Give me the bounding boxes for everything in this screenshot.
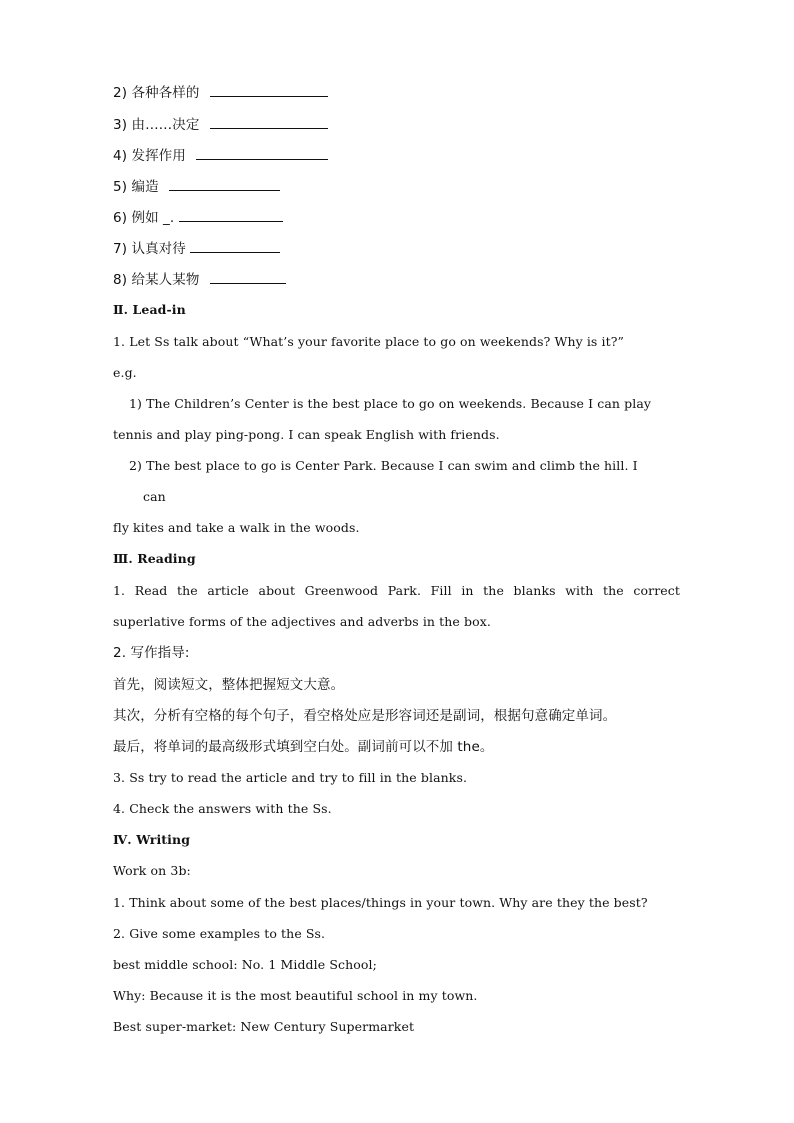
vocab-item — [113, 177, 280, 195]
vocab-item — [113, 115, 328, 133]
reading-step-3: 最后，将单词的最高级形式填到空白处。副词前可以不加 the。 — [113, 739, 494, 755]
writing-item-2: 2. Give some examples to the Ss. — [113, 926, 326, 941]
vocab-text: 由……决定 — [131, 117, 200, 133]
example-label: e.g. — [113, 365, 137, 380]
vocab-text: 编造 — [131, 179, 159, 195]
example-2-line-3: fly kites and take a walk in the woods. — [113, 520, 360, 535]
vocab-text: 发挥作用 — [131, 148, 186, 164]
example-1-line-1: 1) The Children’s Center is the best place to go on weekends. Because I can play — [129, 396, 652, 411]
vocab-item — [113, 239, 280, 257]
writing-item-1: 1. Think about some of the best places/things in your town. Why are they the best? — [113, 895, 648, 910]
reading-step-1: 首先，阅读短文，整体把握短文大意。 — [113, 677, 345, 693]
reading-item-1-line-2: superlative forms of the adjectives and adverbs in the box. — [113, 614, 491, 629]
writing-example-3: Best super-market: New Century Supermarket — [113, 1019, 415, 1034]
example-1-line-2: tennis and play ping-pong. I can speak English with friends. — [113, 427, 500, 442]
reading-step-2: 其次，分析有空格的每个句子，看空格处应是形容词还是副词，根据句意确定单词。 — [113, 708, 617, 724]
answer-blank[interactable] — [210, 115, 328, 129]
writing-example-1: best middle school: No. 1 Middle School; — [113, 957, 377, 972]
reading-item-2: 2. 写作指导: — [113, 645, 190, 661]
answer-blank[interactable] — [210, 83, 328, 97]
example-2-line-1: 2) The best place to go is Center Park. Because I can swim and climb the hill. I — [129, 458, 638, 473]
vocab-number: 5) — [113, 179, 128, 195]
answer-blank[interactable] — [190, 239, 280, 253]
vocab-item — [113, 146, 328, 164]
answer-blank[interactable] — [179, 208, 283, 222]
section-heading-writing: Ⅳ. Writing — [113, 832, 191, 847]
reading-item-4: 4. Check the answers with the Ss. — [113, 801, 332, 816]
vocab-number: 2) — [113, 85, 128, 101]
answer-blank[interactable] — [210, 270, 286, 284]
writing-example-2: Why: Because it is the most beautiful school in my town. — [113, 988, 478, 1003]
reading-item-3: 3. Ss try to read the article and try to fill in the blanks. — [113, 770, 468, 785]
example-2-line-2: can — [143, 489, 166, 504]
writing-work-on: Work on 3b: — [113, 863, 191, 878]
section-heading-reading: Ⅲ. Reading — [113, 551, 196, 566]
vocab-number: 3) — [113, 117, 128, 133]
section-heading-lead-in: Ⅱ. Lead-in — [113, 302, 186, 317]
answer-blank[interactable] — [196, 146, 328, 160]
vocab-number: 7) — [113, 241, 128, 257]
vocab-text: 例如 _. — [131, 210, 175, 226]
answer-blank[interactable] — [169, 177, 280, 191]
vocab-number: 4) — [113, 148, 128, 164]
vocab-text: 认真对待 — [131, 241, 186, 257]
vocab-text: 各种各样的 — [131, 85, 200, 101]
vocab-number: 6) — [113, 210, 128, 226]
vocab-item — [113, 270, 286, 288]
vocab-item — [113, 208, 283, 226]
reading-item-1-line-1: 1. Read the article about Greenwood Park. Fill in the blanks with the correct — [113, 583, 680, 598]
lead-in-item-1: 1. Let Ss talk about “What’s your favorite place to go on weekends? Why is it?” — [113, 334, 625, 349]
vocab-text: 给某人某物 — [131, 272, 200, 288]
vocab-number: 8) — [113, 272, 128, 288]
vocab-item — [113, 83, 328, 101]
